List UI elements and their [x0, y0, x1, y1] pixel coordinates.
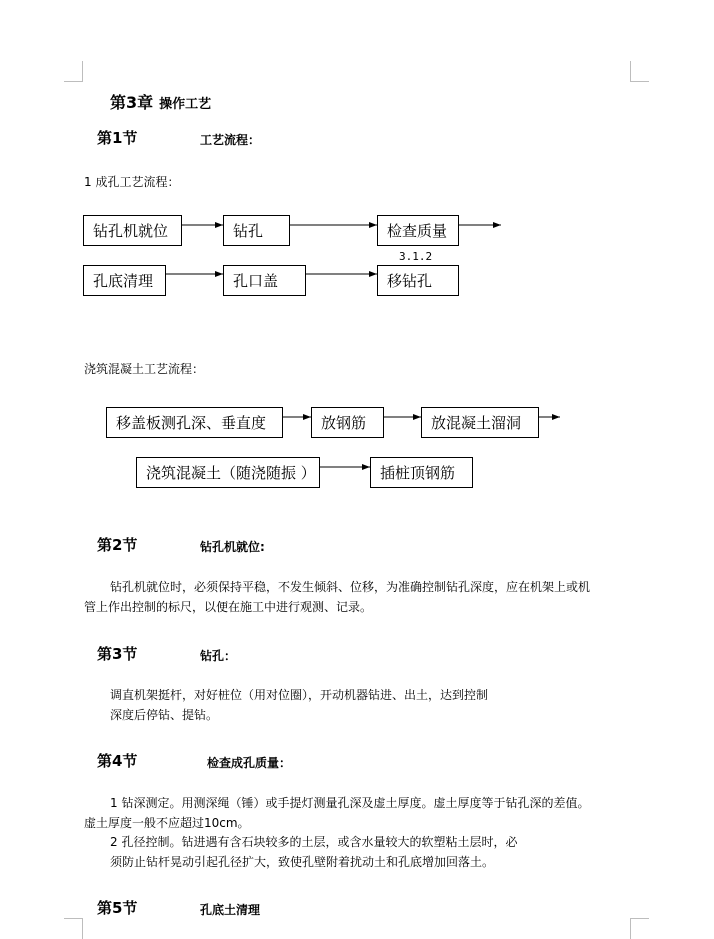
section-2-title: 钻孔机就位:	[200, 540, 265, 554]
chapter-title: 操作工艺	[159, 97, 212, 112]
section-3-para-line-2: 深度后停钻、提钻。	[110, 708, 219, 722]
section-4-title: 检查成孔质量：	[207, 756, 292, 770]
section-3-title: 钻孔：	[200, 649, 237, 663]
flow1-box-6: 移钻孔	[377, 265, 459, 296]
section-5-label: 第5节	[97, 899, 138, 917]
section-2-label: 第2节	[97, 536, 138, 554]
section-2-para-line-2: 管上作出控制的标尺，以便在施工中进行观测、记录。	[84, 600, 373, 614]
section-4-para-line-2: 虚土厚度一般不应超过10cm。	[84, 816, 250, 830]
flow2-box-4: 浇筑混凝土（随浇随振 ）	[136, 457, 320, 488]
flow2-heading: 浇筑混凝土工艺流程：	[84, 362, 205, 376]
flow1-box-4: 孔底清理	[83, 265, 166, 296]
section-3-para-line-1: 调直机架挺杆，对好桩位（用对位圈），开动机器钻进、出土，达到控制	[110, 688, 489, 702]
section-4-label: 第4节	[97, 752, 138, 770]
flow2-box-5: 插桩顶钢筋	[370, 457, 473, 488]
flow2-box-1: 移盖板测孔深、垂直度	[106, 407, 283, 438]
chapter-label: 第3章	[110, 93, 154, 112]
flow1-box-2: 钻孔	[223, 215, 290, 246]
flow1-step-note: 3.1.2	[399, 250, 433, 263]
section-4-para-line-4: 须防止钻杆晃动引起孔径扩大，致使孔壁附着扰动土和孔底增加回落土。	[110, 855, 495, 869]
flow2-box-2: 放钢筋	[311, 407, 384, 438]
section-4-para-line-1: 1 钻深测定。用测深绳（锤）或手提灯测量孔深及虚土厚度。虚土厚度等于钻孔深的差值。	[110, 796, 590, 810]
section-1-title: 工艺流程：	[200, 133, 261, 147]
section-5-title: 孔底土清理	[200, 903, 261, 917]
section-3-label: 第3节	[97, 645, 138, 663]
section-4-para-line-3: 2 孔径控制。钻进遇有含石块较多的土层，或含水量较大的软塑粘土层时，必	[110, 835, 518, 849]
flow2-box-3: 放混凝土溜洞	[421, 407, 539, 438]
section-2-para-line-1: 钻孔机就位时，必须保持平稳，不发生倾斜、位移，为准确控制钻孔深度，应在机架上或机	[110, 580, 591, 594]
flow1-heading: 1 成孔工艺流程：	[84, 175, 180, 189]
section-1-label: 第1节	[97, 129, 138, 147]
flow1-box-5: 孔口盖	[223, 265, 306, 296]
flow1-box-1: 钻孔机就位	[83, 215, 182, 246]
flow1-box-3: 检查质量	[377, 215, 459, 246]
